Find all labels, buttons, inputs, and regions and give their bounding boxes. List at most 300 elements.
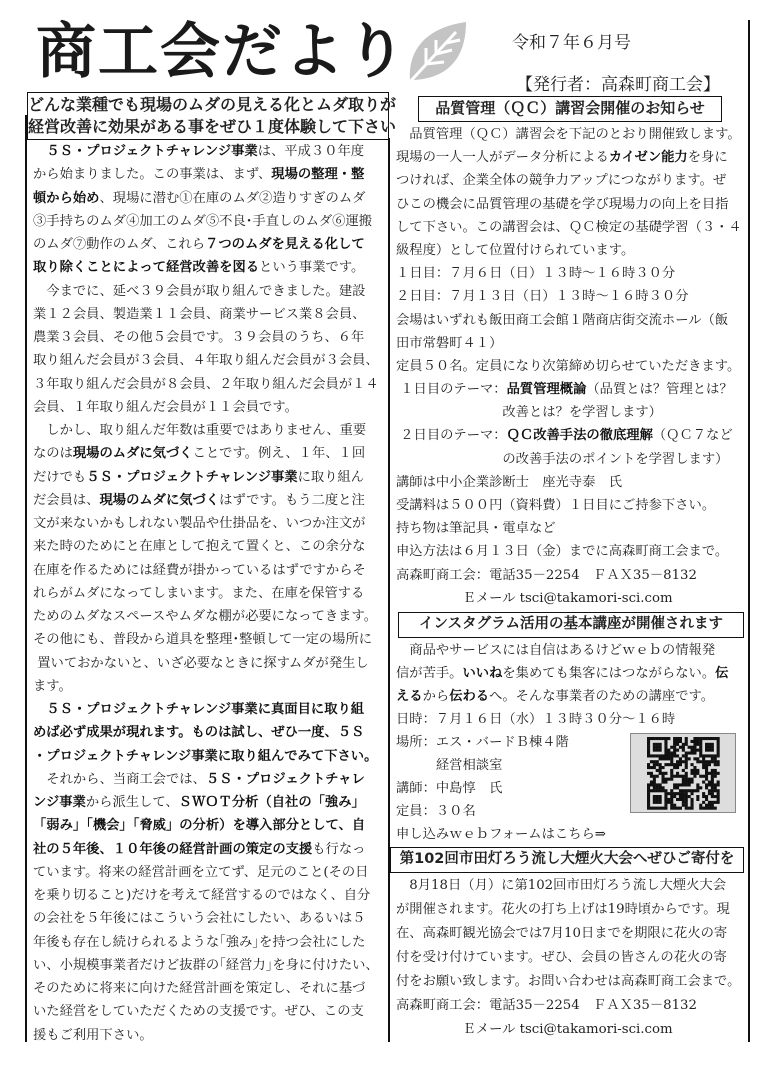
qr-module — [670, 795, 673, 798]
qr-module — [664, 740, 667, 743]
leaf-icon — [404, 18, 472, 86]
qr-module — [705, 737, 708, 740]
qr-module — [699, 775, 702, 778]
qr-module — [714, 772, 717, 775]
qr-module — [702, 801, 705, 804]
qr-module — [714, 801, 717, 804]
qr-module — [656, 801, 659, 804]
qr-module — [714, 763, 717, 766]
qr-module — [705, 769, 708, 772]
text-line — [33, 466, 364, 489]
text-segment: ことです。例え、１年、１回 — [192, 446, 366, 462]
qr-module — [691, 801, 694, 804]
text-segment: だ会員は、 — [33, 492, 100, 508]
qr-module — [664, 743, 667, 746]
qr-module — [711, 804, 714, 807]
text-line — [396, 587, 673, 610]
emphasis-text: いいね — [462, 666, 503, 681]
qr-module — [711, 778, 714, 781]
qr-module — [699, 804, 702, 807]
qr-module — [673, 804, 676, 807]
qr-module — [647, 743, 650, 746]
qr-module — [670, 754, 673, 757]
qr-module — [659, 743, 662, 746]
text-line — [33, 582, 364, 605]
qr-module — [656, 754, 659, 757]
text-segment: ２日目のテーマ： — [396, 428, 507, 444]
qr-module — [659, 795, 662, 798]
qr-module — [664, 801, 667, 804]
text-line — [33, 814, 365, 837]
qr-module — [650, 754, 653, 757]
qr-module — [664, 772, 667, 775]
qr-module — [670, 804, 673, 807]
qr-module — [702, 792, 705, 795]
qr-module — [670, 789, 673, 792]
text-segment: 申込方法は６月１３日（金）までに高森町商工会まで。 — [396, 544, 729, 560]
emphasis-text: ７つのムダを見える化して — [205, 237, 365, 252]
qr-module — [711, 807, 714, 810]
qr-module — [670, 760, 673, 763]
text-line — [33, 977, 365, 1000]
qr-code-icon[interactable] — [630, 733, 736, 813]
qr-module — [711, 737, 714, 740]
text-line — [33, 768, 365, 791]
text-segment: ています。将来の経営計画を立てず、足元のこと(その日 — [33, 864, 369, 880]
qr-module — [702, 807, 705, 810]
qr-module — [685, 743, 688, 746]
qr-module — [699, 746, 702, 749]
qr-module — [705, 760, 708, 763]
qr-module — [670, 798, 673, 801]
text-line — [33, 884, 370, 907]
qr-module — [647, 783, 650, 786]
qr-module — [696, 786, 699, 789]
text-segment: 受講料は５００円（資料費）１日目にご持参下さい。 — [396, 498, 716, 513]
qr-module — [705, 746, 708, 749]
issue-date: 令和７年６月号 — [512, 33, 631, 53]
qr-module — [685, 766, 688, 769]
qr-module — [653, 749, 656, 752]
text-segment: れらがムダになってしまいます。また、在庫を保管する — [33, 585, 365, 601]
qr-module — [699, 749, 702, 752]
qr-module — [711, 749, 714, 752]
qr-module — [714, 737, 717, 740]
qr-module — [705, 795, 708, 798]
qr-module — [673, 754, 676, 757]
qr-module — [708, 807, 711, 810]
qr-module — [685, 757, 688, 760]
qr-module — [670, 752, 673, 755]
qr-module — [717, 781, 720, 784]
qr-module — [711, 760, 714, 763]
qr-module — [688, 752, 691, 755]
qr-module — [693, 746, 696, 749]
text-line — [33, 698, 364, 721]
qr-module — [711, 795, 714, 798]
qr-module — [659, 801, 662, 804]
emphasis-text: ５Ｓ・プロジェクトチャレンジ事業に真面目に取り組 — [33, 702, 365, 717]
emphasis-text: 社の５年後、１０年後の経営計画の策定の支援 — [33, 841, 313, 857]
qr-module — [693, 775, 696, 778]
qr-module — [691, 740, 694, 743]
qr-module — [650, 807, 653, 810]
text-segment: Ｅメール tsci@takamori-sci.com — [396, 1022, 673, 1037]
text-segment: は、平成３０年度 — [257, 144, 365, 159]
qr-module — [670, 769, 673, 772]
text-line — [396, 874, 726, 898]
qr-module — [696, 798, 699, 801]
text-segment: 年後も存在し続けられるような｢強み｣を持つ会社にした — [33, 934, 366, 950]
qr-module — [662, 737, 665, 740]
qr-module — [647, 804, 650, 807]
text-segment: 業１２会員、製造業１１会員、商業サービス業８会員、 — [33, 306, 366, 322]
text-line — [33, 907, 365, 930]
text-line — [396, 922, 727, 946]
qr-module — [670, 746, 673, 749]
text-segment: 申し込みｗｅｂフォームはこちら⇒ — [396, 827, 606, 842]
emphasis-text: える — [396, 689, 423, 704]
qr-module — [676, 807, 679, 810]
qr-module — [717, 801, 720, 804]
text-line — [396, 540, 728, 563]
text-segment: いた経営をしていただくための支援です。ぜひ、この支 — [33, 1004, 364, 1020]
qr-module — [659, 763, 662, 766]
text-segment: 付を受け付けています。ぜひ、会員の皆さんの花火の寄 — [396, 950, 727, 965]
text-line — [33, 675, 72, 698]
text-segment: から始まりました。この事業は、まず、 — [33, 167, 272, 183]
text-segment: Ｅメール tsci@takamori-sci.com — [396, 590, 673, 606]
qr-module — [696, 757, 699, 760]
qr-module — [685, 760, 688, 763]
qr-module — [717, 746, 720, 749]
qr-module — [667, 749, 670, 752]
text-segment: して下さい。この講習会は、ＱＣ検定の基礎学習（３・４ — [396, 219, 742, 235]
qr-module — [717, 760, 720, 763]
qr-module — [708, 801, 711, 804]
text-line — [396, 193, 728, 216]
qr-module — [705, 766, 708, 769]
text-segment: 置いておかないと、いざ必要なときに探すムダが発生し — [33, 655, 369, 671]
qr-module — [647, 798, 650, 801]
qr-module — [670, 763, 673, 766]
qr-module — [662, 766, 665, 769]
qr-module — [656, 807, 659, 810]
qr-module — [656, 737, 659, 740]
text-line — [33, 535, 365, 558]
qr-module — [714, 775, 717, 778]
qr-module — [659, 772, 662, 775]
qr-module — [650, 772, 653, 775]
qr-module — [659, 786, 662, 789]
qr-module — [647, 752, 650, 755]
qr-module — [688, 783, 691, 786]
qr-module — [699, 760, 702, 763]
qr-module — [699, 786, 702, 789]
qr-module — [673, 807, 676, 810]
qr-module — [676, 760, 679, 763]
qr-module — [662, 754, 665, 757]
text-segment: 品質管理（ＱＣ）講習会を下記のとおり開催致します。 — [396, 127, 741, 142]
qr-module — [702, 766, 705, 769]
qr-module — [676, 775, 679, 778]
qr-module — [676, 754, 679, 757]
qr-module — [693, 737, 696, 740]
qr-module — [717, 795, 720, 798]
text-line — [396, 994, 697, 1018]
qr-module — [708, 772, 711, 775]
qr-module — [711, 775, 714, 778]
text-line — [396, 146, 728, 169]
qr-module — [688, 778, 691, 781]
text-line — [33, 442, 365, 465]
qr-module — [664, 752, 667, 755]
qr-module — [714, 795, 717, 798]
text-segment: を集めても集客にはつながらない。 — [502, 666, 716, 681]
text-line — [33, 628, 372, 651]
qr-module — [685, 778, 688, 781]
text-segment: 来た時のためにと在庫として抱えて置くと、この余分な — [33, 539, 366, 555]
qr-module — [693, 749, 696, 752]
qr-module — [664, 781, 667, 784]
qr-module — [670, 792, 673, 795]
qr-module — [653, 763, 656, 766]
qr-module — [711, 786, 714, 789]
qr-module — [679, 763, 682, 766]
lead-headline — [27, 92, 397, 140]
qr-module — [679, 807, 682, 810]
text-segment: つければ、企業全体の競争力アップにつながります。ぜ — [396, 173, 727, 189]
qc-seminar-heading: 品質管理（ＱＣ）講習会開催のお知らせ — [418, 96, 722, 122]
lead-article-body — [33, 140, 385, 1047]
text-segment: 経営相談室 — [396, 758, 503, 773]
text-segment: ２日目：７月１３日（日）１３時～１６時３０分 — [396, 289, 689, 305]
text-line — [396, 285, 689, 308]
qr-module — [717, 752, 720, 755]
qr-module — [659, 789, 662, 792]
qr-module — [650, 775, 653, 778]
qr-module — [664, 778, 667, 781]
qr-module — [679, 775, 682, 778]
qr-module — [714, 783, 717, 786]
qr-module — [653, 798, 656, 801]
qr-module — [659, 769, 662, 772]
qr-module — [705, 804, 708, 807]
qr-module — [673, 763, 676, 766]
emphasis-text: 取り除くことによって経営改善を図る — [33, 260, 260, 276]
instagram-seminar-heading: インスタグラム活用の基本講座が開催されます — [398, 612, 744, 638]
text-segment: なのは — [33, 446, 73, 462]
qr-module — [662, 772, 665, 775]
qr-module — [670, 772, 673, 775]
text-segment: 定員５０名。定員になり次第締め切らせていただきます。 — [396, 358, 741, 374]
qr-module — [676, 783, 679, 786]
qr-module — [705, 772, 708, 775]
text-line — [396, 471, 622, 494]
text-line — [33, 721, 364, 744]
text-segment: 現場の一人一人がデータ分析による — [396, 150, 609, 166]
text-segment: 改善とは？を学習します） — [396, 405, 662, 421]
text-segment: 付をお願い致します。お問い合わせは高森町商工会まで。 — [396, 974, 741, 989]
text-line — [396, 970, 740, 994]
qr-module — [705, 749, 708, 752]
qr-module — [688, 781, 691, 784]
qr-module — [699, 743, 702, 746]
text-line — [33, 931, 365, 954]
qr-module — [679, 746, 682, 749]
qr-module — [656, 760, 659, 763]
text-segment: そのために将来に向けた経営計画を策定し、それに基づ — [33, 981, 366, 996]
text-segment: 講師：中島惇 氏 — [396, 781, 503, 796]
qr-module — [664, 804, 667, 807]
text-segment: の会社を５年後にはこういう会社にしたい、あるいは５ — [33, 911, 366, 927]
qr-module — [702, 737, 705, 740]
text-segment: しかし、取り組んだ年数は重要ではありません、重要 — [33, 423, 367, 438]
qr-module — [653, 801, 656, 804]
qr-module — [702, 760, 705, 763]
emphasis-text: ５Ｓ・プロジェクトチャレ — [205, 771, 365, 787]
qr-module — [662, 778, 665, 781]
text-line — [33, 559, 366, 582]
qr-module — [685, 807, 688, 810]
text-line — [33, 233, 365, 256]
text-line — [396, 898, 730, 922]
text-segment: を乗り切ること)だけを考えて経営するのではなく、自分 — [33, 888, 371, 903]
qr-module — [685, 795, 688, 798]
qr-module — [650, 789, 653, 792]
qr-module — [711, 792, 714, 795]
qr-module — [662, 757, 665, 760]
qr-module — [656, 783, 659, 786]
qr-module — [705, 775, 708, 778]
qr-module — [676, 763, 679, 766]
text-segment: ３年取り組んだ会員が８会員、２年取り組んだ会員が１４ — [33, 376, 379, 392]
emphasis-text: ンジ事業 — [33, 795, 86, 810]
qr-module — [667, 798, 670, 801]
qr-module — [705, 807, 708, 810]
text-segment: 高森町商工会：電話35－2254 ＦＡＸ35－8132 — [396, 567, 697, 583]
text-segment: ③手持ちのムダ④加工のムダ⑤不良･手直しのムダ⑥運搬 — [33, 213, 373, 229]
qr-module — [685, 740, 688, 743]
qr-module — [691, 746, 694, 749]
qr-module — [653, 778, 656, 781]
qr-module — [696, 769, 699, 772]
qr-module — [662, 775, 665, 778]
text-line — [33, 326, 364, 349]
emphasis-text: 「弱み」「機会」「脅威」の分析）を導入部分として、自 — [33, 818, 366, 834]
qr-module — [647, 795, 650, 798]
qr-module — [711, 781, 714, 784]
text-line — [396, 169, 726, 192]
text-segment: （ＱＣ７など — [652, 428, 733, 444]
text-segment: 在庫を作るためには経費が掛かっているはずですからそ — [33, 562, 366, 578]
qr-module — [647, 807, 650, 810]
qr-module — [647, 737, 650, 740]
text-segment: 日時：７月１６日（水）１３時３０分～１６時 — [396, 712, 676, 727]
qr-module — [702, 795, 705, 798]
text-line — [396, 662, 728, 685]
qr-module — [708, 763, 711, 766]
qr-module — [705, 763, 708, 766]
qr-module — [708, 792, 711, 795]
text-line — [33, 1000, 364, 1023]
qr-module — [653, 760, 656, 763]
qr-module — [705, 786, 708, 789]
qr-module — [714, 769, 717, 772]
qr-module — [670, 757, 673, 760]
text-line — [33, 419, 366, 442]
qr-module — [676, 740, 679, 743]
qr-module — [664, 737, 667, 740]
qr-module — [670, 775, 673, 778]
qr-module — [711, 754, 714, 757]
right-border — [748, 20, 750, 1042]
qr-module — [664, 795, 667, 798]
text-line — [33, 163, 364, 186]
qr-module — [659, 737, 662, 740]
qr-module — [691, 792, 694, 795]
qr-module — [673, 752, 676, 755]
qr-module — [659, 807, 662, 810]
qr-module — [696, 772, 699, 775]
qr-module — [702, 775, 705, 778]
qr-module — [647, 789, 650, 792]
text-segment: 8月18日（月）に第102回市田灯ろう流し大煙火大会 — [396, 878, 726, 893]
qr-module — [691, 781, 694, 784]
qr-module — [685, 783, 688, 786]
text-line — [33, 838, 365, 861]
text-line — [396, 685, 714, 708]
text-segment: （品質とは？管理とは？ — [586, 382, 733, 398]
text-line — [33, 652, 369, 675]
fireworks-heading: 第102回市田灯ろう流し大煙火大会へぜひご寄付を — [390, 847, 744, 873]
qr-module — [676, 772, 679, 775]
qr-module — [647, 801, 650, 804]
text-segment: 級程度）として位置付けられています。 — [396, 242, 635, 258]
text-line — [33, 396, 298, 419]
qr-module — [664, 754, 667, 757]
qr-module — [688, 746, 691, 749]
text-segment: １日目：７月６日（日）１３時～１６時３０分 — [396, 266, 676, 282]
qr-module — [659, 798, 662, 801]
text-line — [396, 754, 502, 777]
qr-module — [714, 807, 717, 810]
qr-module — [685, 775, 688, 778]
text-segment: 講師は中小企業診断士 座光寺泰 氏 — [396, 474, 623, 490]
qr-module — [699, 740, 702, 743]
qr-module — [653, 789, 656, 792]
text-line — [396, 355, 740, 378]
qr-module — [659, 749, 662, 752]
qr-module — [670, 778, 673, 781]
text-line — [33, 210, 372, 233]
text-segment: に取り組ん — [297, 469, 365, 485]
qr-module — [664, 746, 667, 749]
qr-module — [691, 798, 694, 801]
qr-module — [653, 775, 656, 778]
qr-module — [662, 807, 665, 810]
qr-module — [656, 795, 659, 798]
qr-module — [696, 783, 699, 786]
qr-module — [682, 783, 685, 786]
qr-module — [656, 786, 659, 789]
text-line — [33, 349, 379, 372]
emphasis-text: 現場のムダに気づく — [99, 492, 220, 508]
qr-module — [693, 769, 696, 772]
qr-module — [656, 746, 659, 749]
qr-module — [717, 798, 720, 801]
qr-module — [647, 766, 650, 769]
